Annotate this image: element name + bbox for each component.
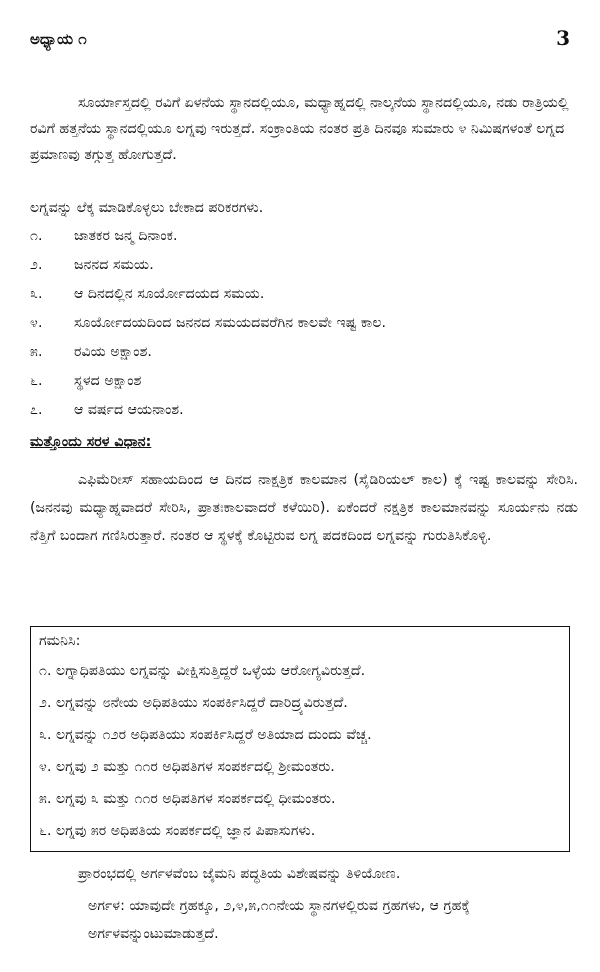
list-item-text: ರವಿಯ ಅಕ್ಷಾಂಶ. xyxy=(74,344,152,360)
note-list xyxy=(39,663,372,855)
note-item: ೨. ಲಗ್ನವನ್ನು ೮ನೇಯ ಅಧಿಪತಿಯು ಸಂಪರ್ಕಿಸಿದ್ದರೆ ದಾರಿದ್ರ್ಯವಿರುತ್ತದೆ. xyxy=(39,695,348,711)
note-item: ೫. ಲಗ್ನವು ೩ ಮತ್ತು ೧೧ರ ಅಧಿಪತಿಗಳ ಸಂಪರ್ಕದಲ್ಲಿ ಧೀಮಂತರು. xyxy=(39,791,336,807)
list-item-number: ೪. xyxy=(30,315,43,331)
list-item-text: ಆ ದಿನದಲ್ಲಿನ ಸೂರ್ಯೋದಯದ ಸಮಯ. xyxy=(74,286,265,302)
list-item xyxy=(30,226,578,255)
list-item-number: ೧. xyxy=(30,228,43,244)
page-header xyxy=(30,26,570,54)
requirements-list xyxy=(30,226,578,429)
list-item-number: ೬. xyxy=(30,373,43,389)
list-item xyxy=(30,284,578,313)
list-item xyxy=(30,342,578,371)
intro-paragraph: ಸೂರ್ಯಾಸ್ತದಲ್ಲಿ ರವಿಗೆ ಏಳನೆಯ ಸ್ಥಾನದಲ್ಲಿಯೂ, ಮಧ್ಯಾಹ್ನದಲ್ಲಿ ನಾಲ್ಕನೆಯ ಸ್ಥಾನದಲ್ಲಿಯೂ, ನಡು ರಾತ್ರಿಯಲ್ಲಿ ರವಿಗೆ ಹತ್ತನೆಯ ಸ್ಥಾನದಲ್ಲಿಯೂ ಲಗ್ನವು ಇರುತ್ತದೆ. ಸಂಕ್ರಾಂತಿಯ ನಂತರ ಪ್ರತಿ ದಿನವೂ ಸುಮಾರು ೪ ನಿಮಿಷಗಳಂತೆ ಲಗ್ನದ ಪ್ರಮಾಣವು ತಗ್ಗುತ್ತ ಹೋಗುತ್ತದೆ. xyxy=(30,95,569,163)
list-item-number: ೩. xyxy=(30,286,43,302)
list-item xyxy=(30,400,578,429)
page-number: 3 xyxy=(556,26,570,50)
list-item-text: ಜನನದ ಸಮಯ. xyxy=(74,257,154,273)
note-item: ೪. ಲಗ್ನವು ೨ ಮತ್ತು ೧೧ರ ಅಧಿಪತಿಗಳ ಸಂಪರ್ಕದಲ್ಲಿ ಶ್ರೀಮಂತರು. xyxy=(39,759,335,775)
note-item: ೧. ಲಗ್ನಾಧಿಪತಿಯು ಲಗ್ನವನ್ನು ವೀಕ್ಷಿಸುತ್ತಿದ್ದರೆ ಒಳ್ಳೆಯ ಆರೋಗ್ಯವಿರುತ್ತದೆ. xyxy=(39,663,366,679)
simple-method-paragraph: ಎಫಿಮೆರೀಸ್ ಸಹಾಯದಿಂದ ಆ ದಿನದ ನಾಕ್ಷತ್ರಿಕ ಕಾಲಮಾನ (ಸೈಡಿರಿಯಲ್ ಕಾಲ) ಕ್ಕೆ ಇಷ್ಟ ಕಾಲವನ್ನು ಸೇರಿಸಿ. (ಜನನವು ಮಧ್ಯಾಹ್ನವಾದರೆ ಸೇರಿಸಿ, ಪ್ರಾತಃಕಾಲವಾದರೆ ಕಳೆಯಿರಿ). ಏಕೆಂದರೆ ನಕ್ಷತ್ರಿಕ ಕಾಲಮಾನವನ್ನು ಸೂರ್ಯನು ನಡು ನೆತ್ತಿಗೆ ಬಂದಾಗ ಗಣಿಸಿರುತ್ತಾರೆ. ನಂತರ ಆ ಸ್ಥಳಕ್ಕೆ ಕೊಟ್ಟಿರುವ ಲಗ್ನ ಪದಕದಿಂದ ಲಗ್ನವನ್ನು ಗುರುತಿಸಿಕೊಳ್ಳಿ. xyxy=(30,472,578,544)
note-title: ಗಮನಿಸಿ: xyxy=(39,633,81,649)
list-item-number: ೭. xyxy=(30,402,43,418)
list-item-text: ಆ ವರ್ಷದ ಆಯನಾಂಶ. xyxy=(74,402,184,418)
simple-method-heading: ಮತ್ತೊಂದು ಸರಳ ವಿಧಾನ: xyxy=(30,434,152,450)
list-item xyxy=(30,371,578,400)
note-box xyxy=(30,626,570,852)
note-item: ೩. ಲಗ್ನವನ್ನು ೧೨ರ ಅಧಿಪತಿಯು ಸಂಪರ್ಕಿಸಿದ್ದರೆ ಅತಿಯಾದ ದುಂದು ವೆಚ್ಚ. xyxy=(39,727,372,743)
requirements-lead: ಲಗ್ನವನ್ನು ಲೆಕ್ಕ ಮಾಡಿಕೊಳ್ಳಲು ಬೇಕಾದ ಪರಿಕರಗಳು. xyxy=(30,200,264,216)
chapter-title: ಅಧ್ಯಾಯ ೧ xyxy=(30,30,87,48)
argala-definition xyxy=(88,892,578,948)
list-item-number: ೨. xyxy=(30,257,43,273)
list-item xyxy=(30,255,578,284)
list-item xyxy=(30,313,578,342)
argala-label: ಅರ್ಗಳ: xyxy=(88,898,125,914)
closing-paragraph: ಪ್ರಾರಂಭದಲ್ಲಿ ಅರ್ಗಳವೆಂಬ ಜೈಮನಿ ಪದ್ಧತಿಯ ವಿಶೇಷವನ್ನು ತಿಳಿಯೋಣ. xyxy=(78,866,401,882)
argala-text: ಯಾವುದೇ ಗ್ರಹಕ್ಕೂ, ೨,೪,೫,೧೧ನೇಯ ಸ್ಥಾನಗಳಲ್ಲಿರುವ ಗ್ರಹಗಳು, ಆ ಗ್ರಹಕ್ಕೆ ಅರ್ಗಳವನ್ನುಂಟುಮಾಡುತ್ತದೆ. xyxy=(88,898,470,942)
list-item-text: ಜಾತಕರ ಜನ್ಮ ದಿನಾಂಕ. xyxy=(74,228,178,244)
list-item-text: ಸ್ಥಳದ ಅಕ್ಷಾಂಶ xyxy=(74,373,142,389)
list-item-text: ಸೂರ್ಯೋದಯದಿಂದ ಜನನದ ಸಮಯದವರೆಗಿನ ಕಾಲವೇ ಇಷ್ಟ ಕಾಲ. xyxy=(74,315,387,331)
list-item-number: ೫. xyxy=(30,344,43,360)
note-item: ೬. ಲಗ್ನವು ೫ರ ಅಧಿಪತಿಯ ಸಂಪರ್ಕದಲ್ಲಿ ಜ್ಞಾನ ಪಿಪಾಸುಗಳು. xyxy=(39,823,316,839)
